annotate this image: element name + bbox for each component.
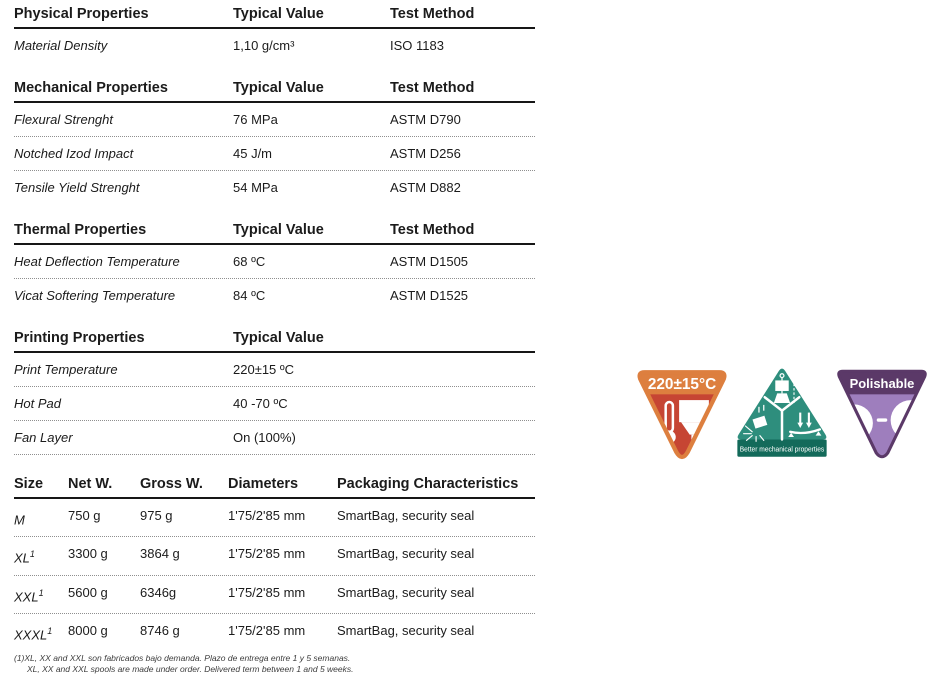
table-row <box>14 576 535 614</box>
footnote-line-spanish: (1)XL, XX and XXL son fabricados bajo demanda. Plazo de entrega entre 1 y 5 semanas. <box>14 653 351 664</box>
section-title: Printing Properties <box>14 330 145 346</box>
column-header-typical-value: Typical Value <box>233 330 324 346</box>
gross-weight-cell: 975 g <box>140 508 173 523</box>
typical-value-cell: 68 ºC <box>233 254 266 269</box>
diameters-cell: 1'75/2'85 mm <box>228 622 306 638</box>
table-row <box>14 421 535 455</box>
property-name-cell: Print Temperature <box>14 362 118 377</box>
badge-mechanical-label: Better mechanical properties <box>739 444 825 454</box>
section-physical-properties <box>14 6 535 62</box>
property-name-cell: Tensile Yield Strenght <box>14 180 140 195</box>
gross-weight-cell: 3864 g <box>140 546 180 562</box>
size-label: XXL <box>14 588 39 604</box>
packaging-cell: SmartBag, security seal <box>337 508 475 523</box>
property-badges <box>634 366 930 463</box>
net-weight-cell: 3300 g <box>68 546 108 562</box>
section-header <box>14 222 535 245</box>
typical-value-cell: On (100%) <box>233 430 296 445</box>
test-method-cell <box>390 362 535 378</box>
column-header-test-method: Test Method <box>390 222 475 238</box>
net-weight-cell: 5600 g <box>68 584 108 600</box>
footnote-line-english: XL, XX and XXL spools are made under order. Delivered term between 1 and 5 weeks. <box>27 664 354 675</box>
column-header-net-weight: Net W. <box>68 476 113 492</box>
diameters-cell: 1'75/2'85 mm <box>228 508 306 523</box>
column-header-typical-value: Typical Value <box>233 6 324 22</box>
footnote-mark: 1 <box>47 625 53 636</box>
size-label: XL <box>14 550 30 566</box>
section-mechanical-properties <box>14 80 535 204</box>
table-row <box>14 279 535 312</box>
property-name-cell: Material Density <box>14 38 108 53</box>
column-header-gross-weight: Gross W. <box>140 476 203 492</box>
column-header-diameters: Diameters <box>228 476 299 492</box>
section-title: Physical Properties <box>14 6 149 22</box>
size-cell <box>14 585 68 605</box>
datasheet-tables <box>14 6 535 675</box>
column-header-packaging: Packaging Characteristics <box>337 476 519 492</box>
net-weight-cell: 8000 g <box>68 622 108 638</box>
section-printing-properties <box>14 330 535 455</box>
footnote <box>14 653 535 675</box>
section-title: Thermal Properties <box>14 222 147 238</box>
typical-value-cell: 45 J/m <box>233 146 273 161</box>
test-method-cell: ASTM D882 <box>390 180 461 195</box>
test-method-cell: ISO 1183 <box>390 38 444 53</box>
section-size-packaging <box>14 476 535 651</box>
table-row <box>14 353 535 387</box>
packaging-cell: SmartBag, security seal <box>337 622 475 638</box>
packaging-cell: SmartBag, security seal <box>337 546 475 562</box>
net-weight-cell: 750 g <box>68 508 101 523</box>
property-name-cell: Flexural Strenght <box>14 112 113 127</box>
typical-value-cell: 84 ºC <box>233 288 266 303</box>
column-header-size: Size <box>14 476 44 492</box>
footnote-mark: 1 <box>29 549 35 560</box>
size-cell <box>14 623 68 643</box>
property-name-cell: Heat Deflection Temperature <box>14 254 180 269</box>
print-temperature-badge <box>634 366 730 463</box>
mechanical-properties-badge <box>734 366 830 463</box>
typical-value-cell: 54 MPa <box>233 180 278 195</box>
column-header-test-method: Test Method <box>390 6 475 22</box>
test-method-cell: ASTM D790 <box>390 112 461 127</box>
packaging-cell: SmartBag, security seal <box>337 584 475 600</box>
footnote-mark: 1 <box>38 587 44 598</box>
polishable-badge <box>834 366 930 463</box>
typical-value-cell: 1,10 g/cm³ <box>233 38 295 53</box>
badge-temperature-label: 220±15°C <box>647 376 717 394</box>
typical-value-cell: 40 -70 ºC <box>233 396 288 411</box>
property-name-cell: Hot Pad <box>14 396 61 411</box>
table-row <box>14 387 535 421</box>
size-label: XXXL <box>14 627 48 643</box>
test-method-cell: ASTM D1525 <box>390 288 469 303</box>
table-row <box>14 29 535 62</box>
column-header-typical-value: Typical Value <box>233 80 324 96</box>
section-title: Mechanical Properties <box>14 80 168 96</box>
section-header <box>14 330 535 353</box>
size-table-header <box>14 476 535 499</box>
section-thermal-properties <box>14 222 535 312</box>
gross-weight-cell: 8746 g <box>140 622 180 638</box>
test-method-cell: ASTM D1505 <box>390 254 469 269</box>
badge-polishable-label: Polishable <box>849 376 915 392</box>
table-row <box>14 171 535 204</box>
size-label: M <box>14 512 25 528</box>
test-method-cell <box>390 430 535 446</box>
size-cell <box>14 546 68 566</box>
typical-value-cell: 220±15 ºC <box>233 362 295 377</box>
table-row <box>14 614 535 651</box>
test-method-cell <box>390 396 535 412</box>
column-header-typical-value: Typical Value <box>233 222 324 238</box>
section-header <box>14 80 535 103</box>
section-header <box>14 6 535 29</box>
table-row <box>14 103 535 137</box>
column-header-test-method: Test Method <box>390 80 475 96</box>
property-name-cell: Notched Izod Impact <box>14 146 134 161</box>
table-row <box>14 245 535 279</box>
table-row <box>14 137 535 171</box>
table-row <box>14 499 535 537</box>
test-method-cell: ASTM D256 <box>390 146 461 161</box>
property-name-cell: Vicat Softering Temperature <box>14 288 176 303</box>
diameters-cell: 1'75/2'85 mm <box>228 584 306 600</box>
property-name-cell: Fan Layer <box>14 430 73 445</box>
diameters-cell: 1'75/2'85 mm <box>228 546 306 562</box>
table-row <box>14 537 535 575</box>
size-cell <box>14 508 68 528</box>
gross-weight-cell: 6346g <box>140 584 177 600</box>
typical-value-cell: 76 MPa <box>233 112 278 127</box>
